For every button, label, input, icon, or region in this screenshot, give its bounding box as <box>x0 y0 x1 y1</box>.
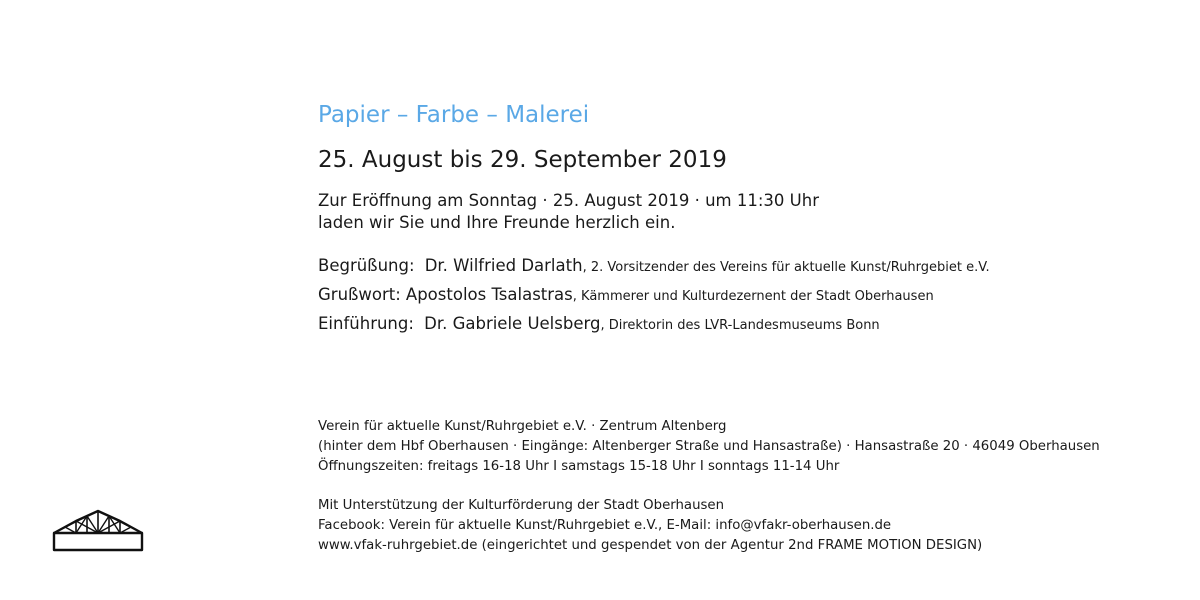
invitation-line: Zur Eröffnung am Sonntag · 25. August 2019 · um 11:30 Uhr <box>318 191 819 210</box>
speaker-description: , Kämmerer und Kulturdezernent der Stadt Oberhausen <box>572 289 934 304</box>
speaker-description: , Direktorin des LVR-Landesmuseums Bonn <box>600 318 880 333</box>
speaker-role: Grußwort: <box>318 285 401 304</box>
venue-line: Verein für aktuelle Kunst/Ruhrgebiet e.V. · Zentrum Altenberg <box>318 419 727 434</box>
invitation-line: laden wir Sie und Ihre Freunde herzlich ein. <box>318 213 676 232</box>
building-truss-icon <box>52 508 144 552</box>
exhibition-dates: 25. August bis 29. September 2019 <box>318 147 727 173</box>
speaker-row-welcome <box>318 256 990 285</box>
venue-info <box>318 417 1100 477</box>
website-line: www.vfak-ruhrgebiet.de (eingerichtet und gespendet von der Agentur 2nd FRAME MOTION DESIGN) <box>318 538 983 553</box>
support-line: Mit Unterstützung der Kulturförderung der Stadt Oberhausen <box>318 498 725 513</box>
speaker-name: Apostolos Tsalastras <box>405 285 573 304</box>
speaker-name: Dr. Gabriele Uelsberg <box>424 314 601 333</box>
speaker-list <box>318 256 990 343</box>
exhibition-subtitle: Papier – Farbe – Malerei <box>318 102 590 128</box>
opening-hours: Öffnungszeiten: freitags 16-18 Uhr I samstags 15-18 Uhr I sonntags 11-14 Uhr <box>318 459 840 474</box>
speaker-role: Begrüßung: <box>318 256 415 275</box>
invitation-text <box>318 190 819 234</box>
speaker-name: Dr. Wilfried Darlath <box>424 256 583 275</box>
venue-line: (hinter dem Hbf Oberhausen · Eingänge: Altenberger Straße und Hansastraße) · Hansastraße 20 · 46049 Oberhausen <box>318 439 1100 454</box>
support-info <box>318 496 982 556</box>
speaker-role: Einführung: <box>318 314 414 333</box>
speaker-row-introduction <box>318 314 990 343</box>
contact-line: Facebook: Verein für aktuelle Kunst/Ruhrgebiet e.V., E-Mail: info@vfakr-oberhausen.de <box>318 518 892 533</box>
speaker-row-greeting <box>318 285 990 314</box>
speaker-description: , 2. Vorsitzender des Vereins für aktuelle Kunst/Ruhrgebiet e.V. <box>582 260 990 275</box>
